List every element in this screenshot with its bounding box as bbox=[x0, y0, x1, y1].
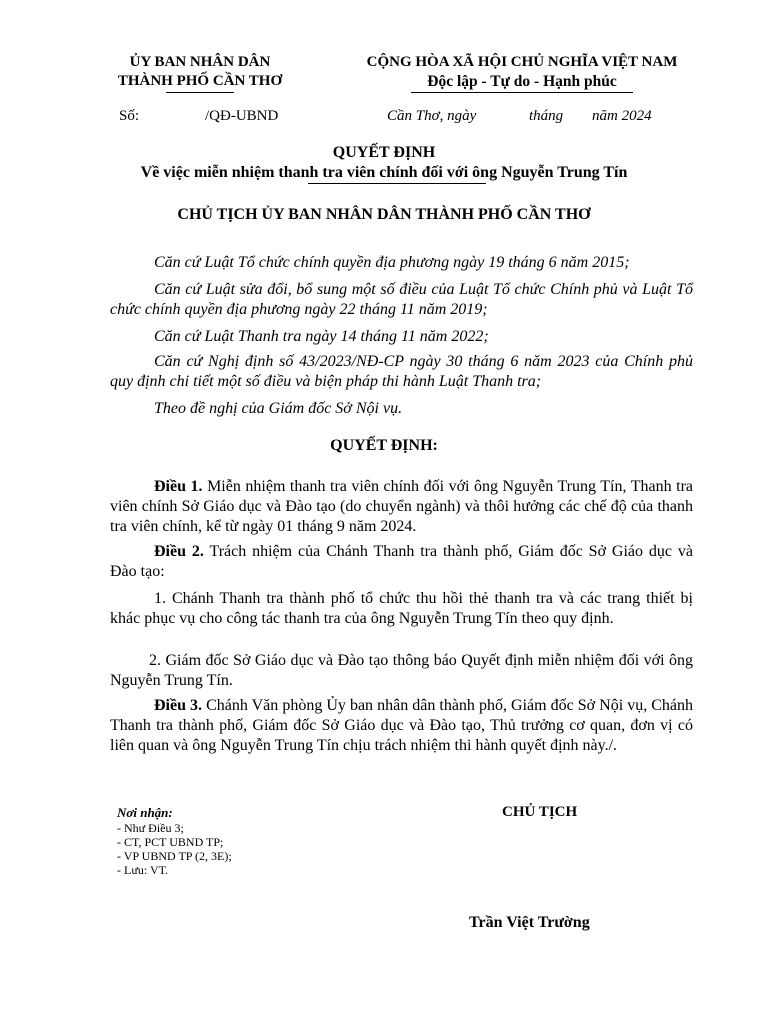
motto-underline bbox=[411, 92, 633, 93]
doc-title: QUYẾT ĐỊNH bbox=[332, 144, 436, 161]
article-2-label: Điều 2. bbox=[154, 543, 204, 560]
place-date: Cần Thơ, ngày bbox=[387, 108, 477, 124]
date-month: tháng bbox=[529, 108, 564, 124]
article-1 bbox=[110, 477, 693, 537]
country-name: CỘNG HÒA XÃ HỘI CHỦ NGHĨA VIỆT NAM bbox=[366, 54, 678, 70]
signer-title: CHỦ TỊCH bbox=[502, 804, 578, 820]
signer-name: Trần Việt Trường bbox=[469, 914, 590, 931]
agency-line-2: THÀNH PHỐ CẦN THƠ bbox=[117, 73, 283, 89]
national-motto bbox=[345, 53, 699, 91]
preamble-1: Căn cứ Luật Tổ chức chính quyền địa phương ngày 19 tháng 6 năm 2015; bbox=[154, 254, 630, 271]
article-3-label: Điều 3. bbox=[154, 697, 203, 714]
recipient-item: - VP UBND TP (2, 3E); bbox=[117, 849, 232, 863]
recipient-item: - CT, PCT UBND TP; bbox=[117, 835, 224, 849]
recipients bbox=[117, 805, 232, 877]
article-2-text: Trách nhiệm của Chánh Thanh tra thành phố, Giám đốc Sở Giáo dục và Đào tạo: bbox=[110, 543, 693, 580]
doc-number-label: Số: bbox=[119, 108, 140, 124]
article-2-item-1: 1. Chánh Thanh tra thành phố tổ chức thu hồi thẻ thanh tra và các trang thiết bị khác phục vụ cho công tác thanh tra của ông Nguyễn Trung Tín theo quy định. bbox=[110, 590, 693, 627]
article-2-item-2: 2. Giám đốc Sở Giáo dục và Đào tạo thông báo Quyết định miễn nhiệm đối với ông Nguyễn Trung Tín. bbox=[110, 652, 693, 689]
agency-line-1: ỦY BAN NHÂN DÂN bbox=[129, 54, 271, 70]
preamble-2: Căn cứ Luật sửa đổi, bổ sung một số điều của Luật Tổ chức Chính phủ và Luật Tổ chức chính quyền địa phương ngày 22 tháng 11 năm 2019; bbox=[110, 281, 693, 318]
recipient-item: - Lưu: VT. bbox=[117, 863, 169, 877]
recipient-item: - Như Điều 3; bbox=[117, 821, 184, 835]
article-2 bbox=[110, 542, 693, 582]
article-1-text: Miễn nhiệm thanh tra viên chính đối với ông Nguyễn Trung Tín, Thanh tra viên chính Sở Giáo dục và Đào tạo (do chuyển ngành) và thôi hưởng các chế độ của thanh tra viên chính, kể từ ngày 01 tháng 9 năm 2024. bbox=[110, 478, 694, 535]
agency-underline bbox=[166, 92, 234, 93]
preamble-3: Căn cứ Luật Thanh tra ngày 14 tháng 11 năm 2022; bbox=[154, 328, 489, 345]
recipients-heading: Nơi nhận: bbox=[117, 805, 173, 820]
date-year: năm 2024 bbox=[592, 108, 652, 124]
article-1-label: Điều 1. bbox=[154, 478, 203, 495]
doc-authority: CHỦ TỊCH ỦY BAN NHÂN DÂN THÀNH PHỐ CẦN THƠ bbox=[177, 206, 591, 223]
doc-subject: Về việc miễn nhiệm thanh tra viên chính đối với ông Nguyễn Trung Tín bbox=[140, 164, 628, 181]
decision-heading: QUYẾT ĐỊNH: bbox=[330, 437, 438, 454]
preamble-4: Căn cứ Nghị định số 43/2023/NĐ-CP ngày 30 tháng 6 năm 2023 của Chính phủ quy định chi tiết một số điều và biện pháp thi hành Luật Thanh tra; bbox=[110, 353, 693, 390]
preamble-5: Theo đề nghị của Giám đốc Sở Nội vụ. bbox=[154, 400, 403, 417]
subject-underline bbox=[308, 183, 486, 184]
doc-number-code: /QĐ-UBND bbox=[205, 108, 279, 124]
article-3-text: Chánh Văn phòng Ủy ban nhân dân thành phố, Giám đốc Sở Nội vụ, Chánh Thanh tra thành phố, Giám đốc Sở Giáo dục và Đào tạo, Thủ trưởng cơ quan, đơn vị có liên quan và ông Nguyễn Trung Tín chịu trách nhiệm thi hành quyết định này./. bbox=[110, 697, 694, 754]
motto: Độc lập - Tự do - Hạnh phúc bbox=[427, 73, 617, 90]
article-3 bbox=[110, 696, 693, 756]
issuing-agency bbox=[100, 53, 300, 91]
